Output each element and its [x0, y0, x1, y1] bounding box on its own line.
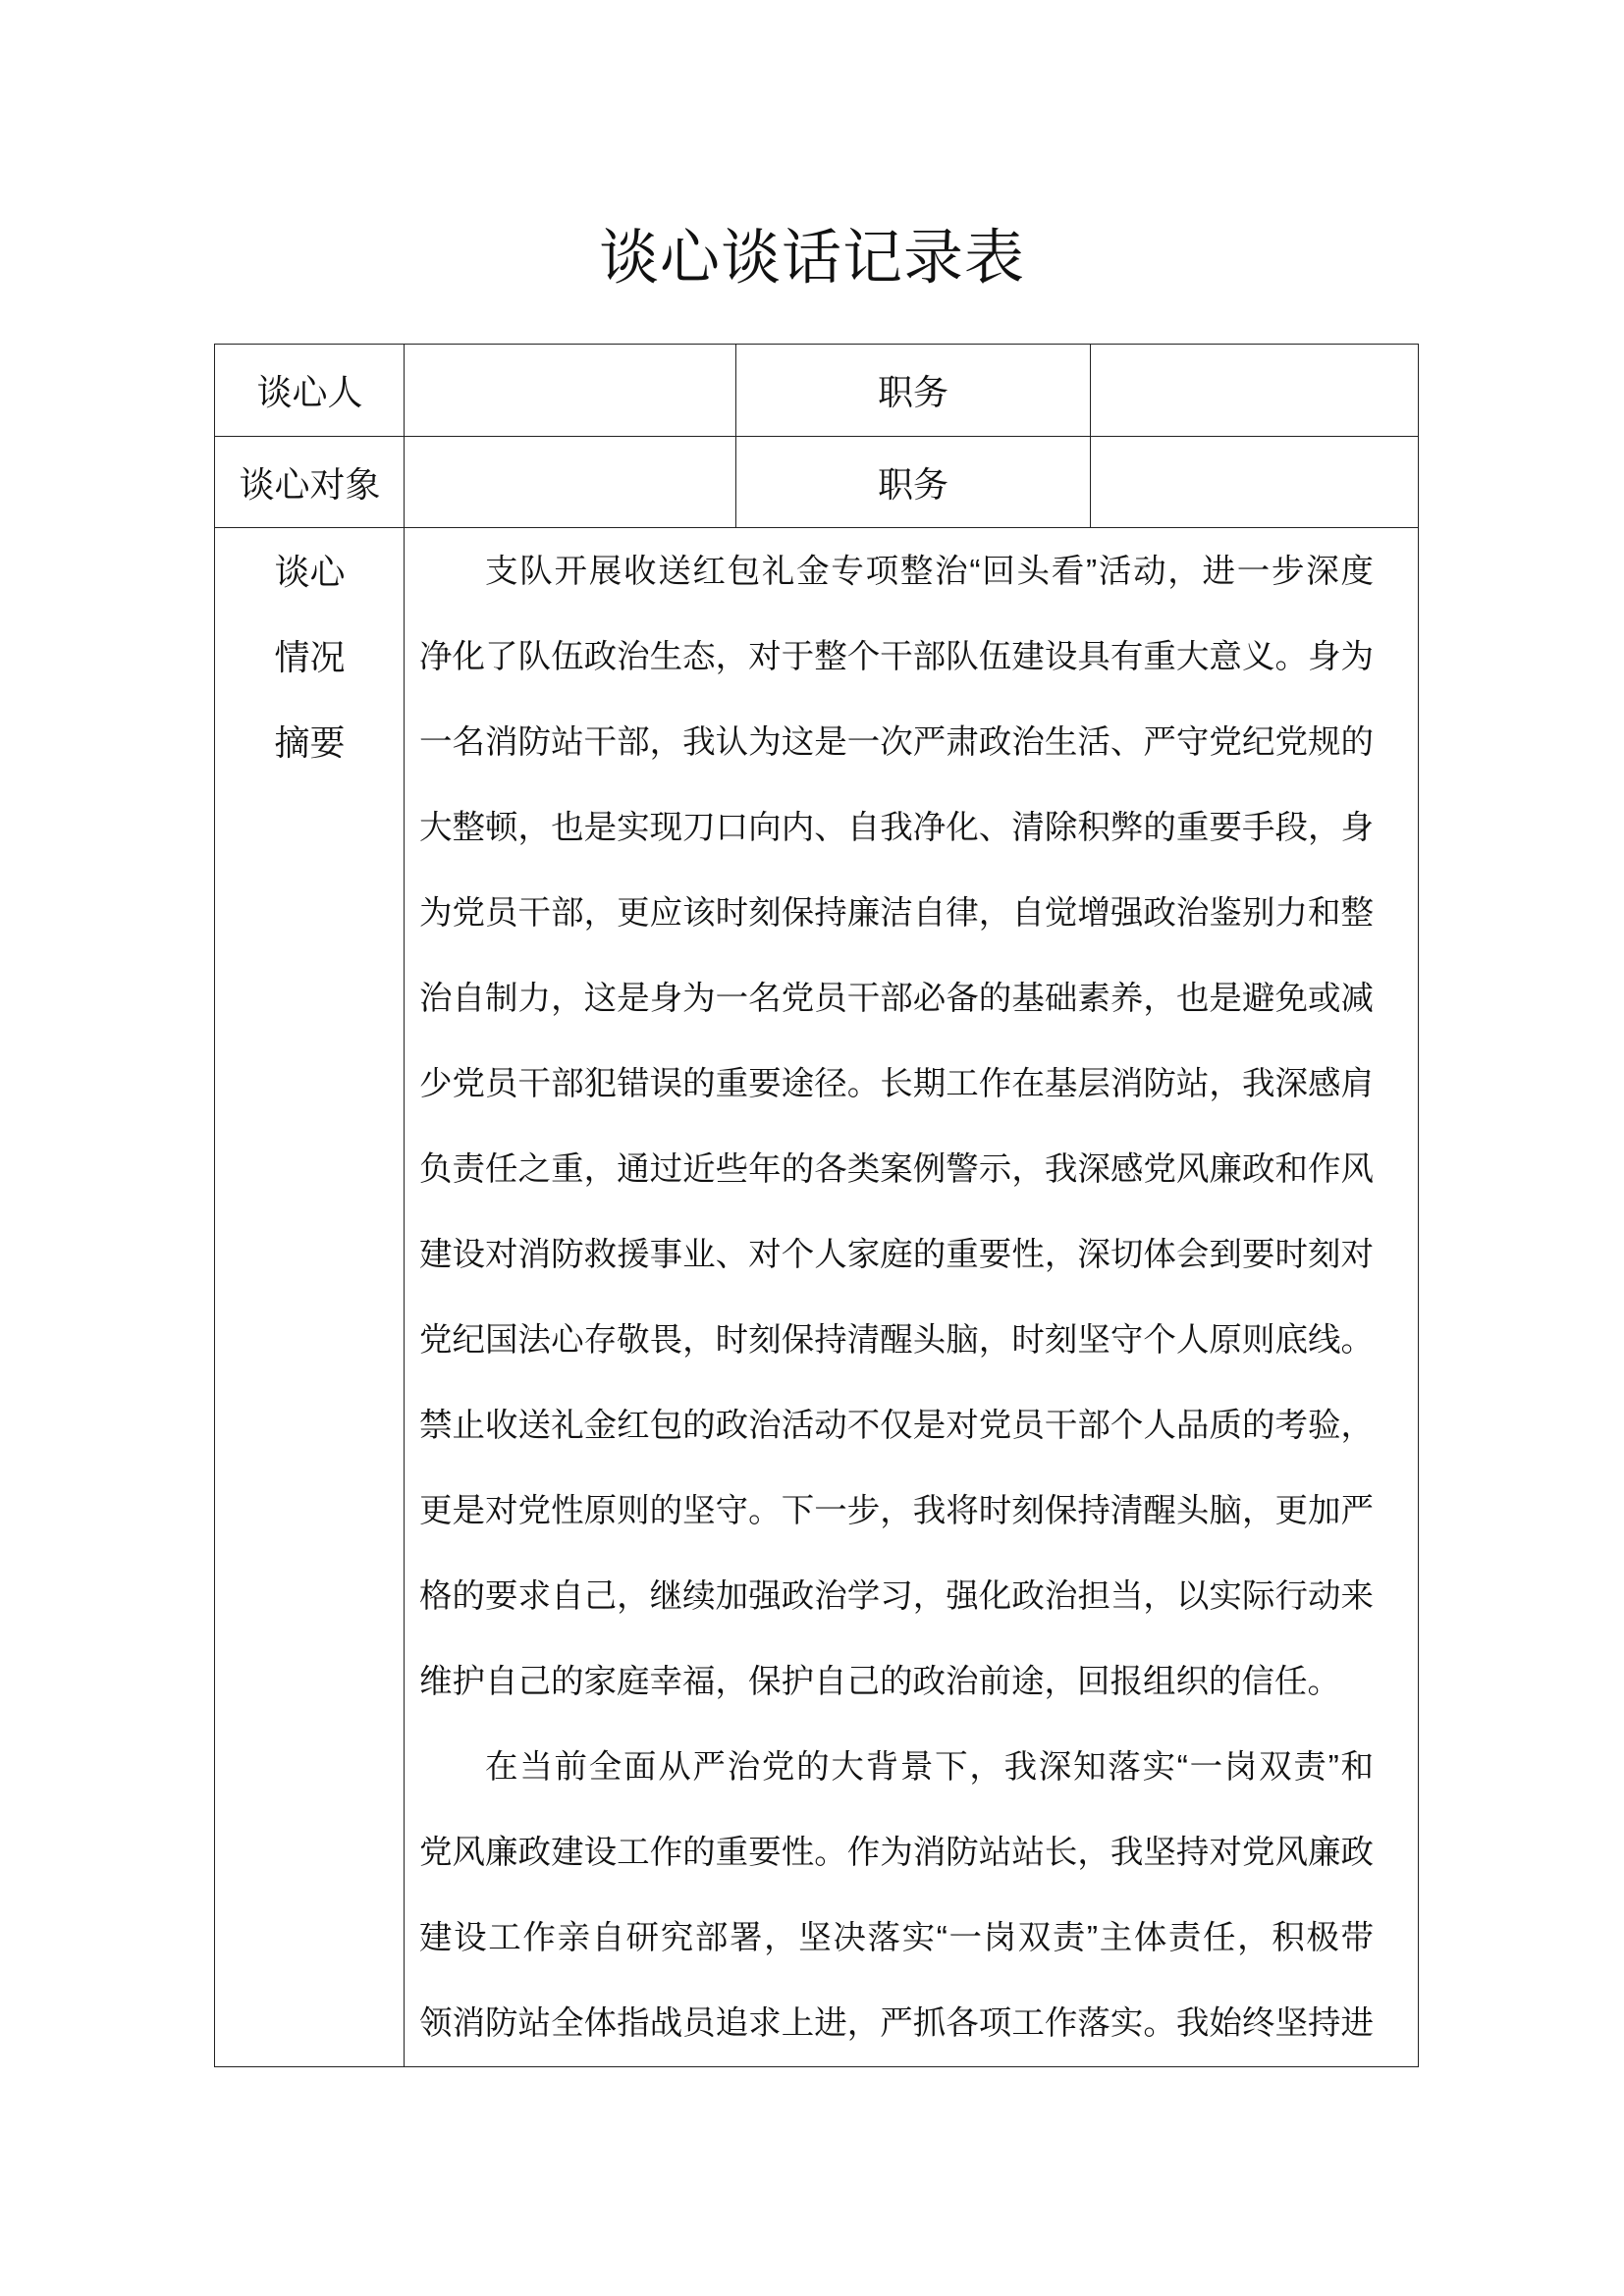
- target-label: 谈心对象: [239, 463, 381, 505]
- summary-line: 在当前全面从严治党的大背景下，我深知落实“一岗双责”和: [485, 1749, 1374, 1786]
- summary-label-line: 谈心: [274, 552, 346, 592]
- summary-line: 格的要求自己，继续加强政治学习，强化政治担当，以实际行动来: [419, 1578, 1374, 1615]
- summary-line: 为党员干部，更应该时刻保持廉洁自律，自觉增强政治鉴别力和整: [419, 895, 1374, 932]
- target-field[interactable]: [405, 437, 735, 527]
- target-position-label: 职务: [877, 463, 948, 505]
- summary-line: 建设工作亲自研究部署，坚决落实“一岗双责”主体责任，积极带: [419, 1920, 1374, 1956]
- summary-line: 领消防站全体指战员追求上进，严抓各项工作落实。我始终坚持进: [419, 2005, 1374, 2042]
- summary-text: [419, 529, 1374, 2066]
- summary-line: 党风廉政建设工作的重要性。作为消防站站长，我坚持对党风廉政: [419, 1835, 1374, 1871]
- summary-line: 建设对消防救援事业、对个人家庭的重要性，深切体会到要时刻对: [419, 1237, 1374, 1273]
- talker-position-field[interactable]: [1091, 345, 1418, 436]
- row-divider: [215, 527, 1418, 528]
- summary-line: 少党员干部犯错误的重要途径。长期工作在基层消防站，我深感肩: [419, 1066, 1374, 1102]
- summary-line: 大整顿，也是实现刀口向内、自我净化、清除积弊的重要手段，身: [419, 810, 1374, 846]
- page-title: 谈心谈话记录表: [598, 224, 1025, 291]
- summary-line: 净化了队伍政治生态，对于整个干部队伍建设具有重大意义。身为: [419, 639, 1374, 675]
- target-position-field[interactable]: [1091, 437, 1418, 527]
- summary-line: 禁止收送礼金红包的政治活动不仅是对党员干部个人品质的考验，: [419, 1408, 1374, 1444]
- talker-position-label: 职务: [877, 372, 948, 412]
- summary-line: 支队开展收送红包礼金专项整治“回头看”活动，进一步深度: [485, 554, 1374, 590]
- summary-line: 治自制力，这是身为一名党员干部必备的基础素养，也是避免或减: [419, 981, 1374, 1017]
- summary-line: 维护自己的家庭幸福，保护自己的政治前途，回报组织的信任。: [419, 1664, 1340, 1700]
- record-table: [214, 344, 1419, 2067]
- summary-label-line: 情况: [274, 637, 346, 677]
- summary-line: 党纪国法心存敬畏，时刻保持清醒头脑，时刻坚守个人原则底线。: [419, 1322, 1374, 1359]
- talker-label: 谈心人: [256, 372, 363, 412]
- summary-label-line: 摘要: [274, 722, 346, 763]
- summary-label: [215, 529, 405, 785]
- summary-line: 负责任之重，通过近些年的各类案例警示，我深感党风廉政和作风: [419, 1151, 1374, 1188]
- summary-line: 一名消防站干部，我认为这是一次严肃政治生活、严守党纪党规的: [419, 724, 1374, 761]
- talker-field[interactable]: [405, 345, 735, 436]
- summary-line: 更是对党性原则的坚守。下一步，我将时刻保持清醒头脑，更加严: [419, 1493, 1374, 1529]
